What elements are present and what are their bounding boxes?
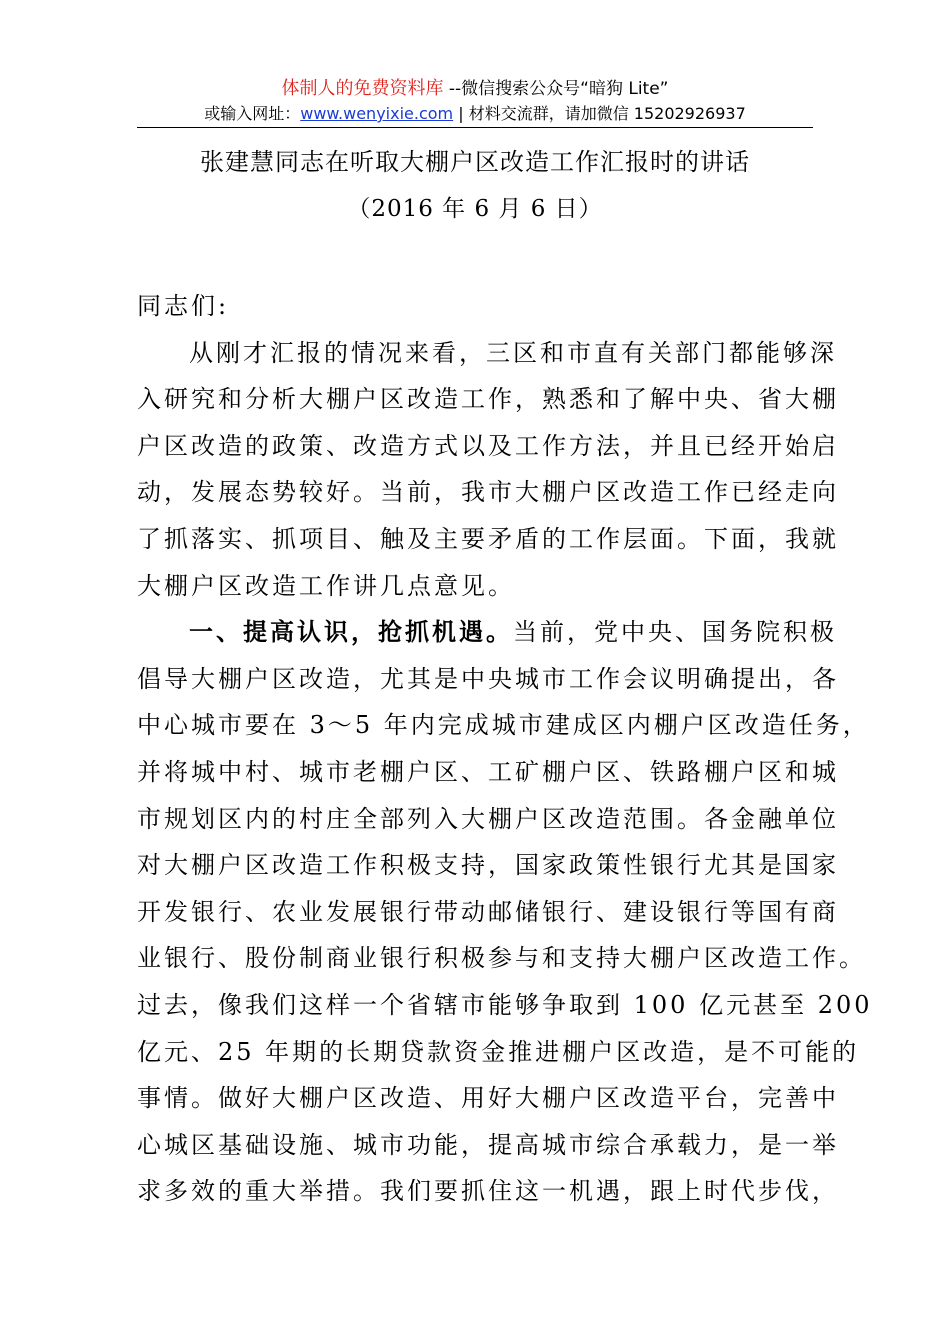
- paragraph-line: 户区改造的政策、改造方式以及工作方法，并且已经开始启: [137, 431, 839, 460]
- section-1-first-line-text: 当前，党中央、国务院积极: [513, 618, 837, 647]
- paragraph-line: 过去，像我们这样一个省辖市能够争取到 100 亿元甚至 200: [137, 990, 873, 1019]
- paragraph-line: 业银行、股份制商业银行积极参与和支持大棚户区改造工作。: [137, 944, 866, 973]
- section-1-heading: 一、提高认识，抢抓机遇。: [189, 617, 513, 647]
- document-body: [137, 283, 873, 1215]
- header-wechat-hint: --微信搜索公众号“暗狗 Lite”: [443, 79, 669, 99]
- paragraph-line: 动，发展态势较好。当前，我市大棚户区改造工作已经走向: [137, 478, 839, 507]
- paragraph-line: 对大棚户区改造工作积极支持，国家政策性银行尤其是国家: [137, 851, 839, 880]
- paragraph-line: 并将城中村、城市老棚户区、工矿棚户区、铁路棚户区和城: [137, 757, 839, 786]
- paragraph-line: 从刚才汇报的情况来看，三区和市直有关部门都能够深: [189, 338, 837, 367]
- paragraph-line: 中心城市要在 3～5 年内完成城市建成区内棚户区改造任务，: [137, 711, 870, 740]
- header-contact-line: [0, 103, 950, 125]
- paragraph-line: 倡导大棚户区改造，尤其是中央城市工作会议明确提出，各: [137, 664, 839, 693]
- paragraph-line: 亿元、25 年期的长期贷款资金推进棚户区改造，是不可能的: [137, 1037, 860, 1066]
- paragraph-line: 市规划区内的村庄全部列入大棚户区改造范围。各金融单位: [137, 804, 839, 833]
- paragraph-line: 心城区基础设施、城市功能，提高城市综合承载力，是一举: [137, 1130, 839, 1159]
- header-divider: [137, 127, 813, 128]
- document-date: （2016 年 6 月 6 日）: [347, 196, 603, 222]
- document-title: 张建慧同志在听取大棚户区改造工作汇报时的讲话: [200, 148, 750, 176]
- header-source-line: [0, 78, 950, 100]
- paragraph-line: 入研究和分析大棚户区改造工作，熟悉和了解中央、省大棚: [137, 385, 839, 414]
- paragraph-line: 事情。做好大棚户区改造、用好大棚户区改造平台，完善中: [137, 1084, 839, 1113]
- header-url-link[interactable]: www.wenyixie.com: [300, 104, 454, 123]
- paragraph-line: 开发银行、农业发展银行带动邮储银行、建设银行等国有商: [137, 897, 839, 926]
- header-url-prefix: 或输入网址：: [204, 104, 301, 123]
- paragraph-line: 大棚户区改造工作讲几点意见。: [137, 571, 515, 600]
- salutation: 同志们:: [137, 292, 230, 320]
- paragraph-line: 了抓落实、抓项目、触及主要矛盾的工作层面。下面，我就: [137, 524, 839, 553]
- header-brand: 体制人的免费资料库: [281, 78, 444, 99]
- header-contact: | 材料交流群，请加微信 15202926937: [453, 104, 746, 123]
- paragraph-line: 求多效的重大举措。我们要抓住这一机遇，跟上时代步伐，: [137, 1177, 839, 1206]
- section-1-first-line: [137, 609, 837, 656]
